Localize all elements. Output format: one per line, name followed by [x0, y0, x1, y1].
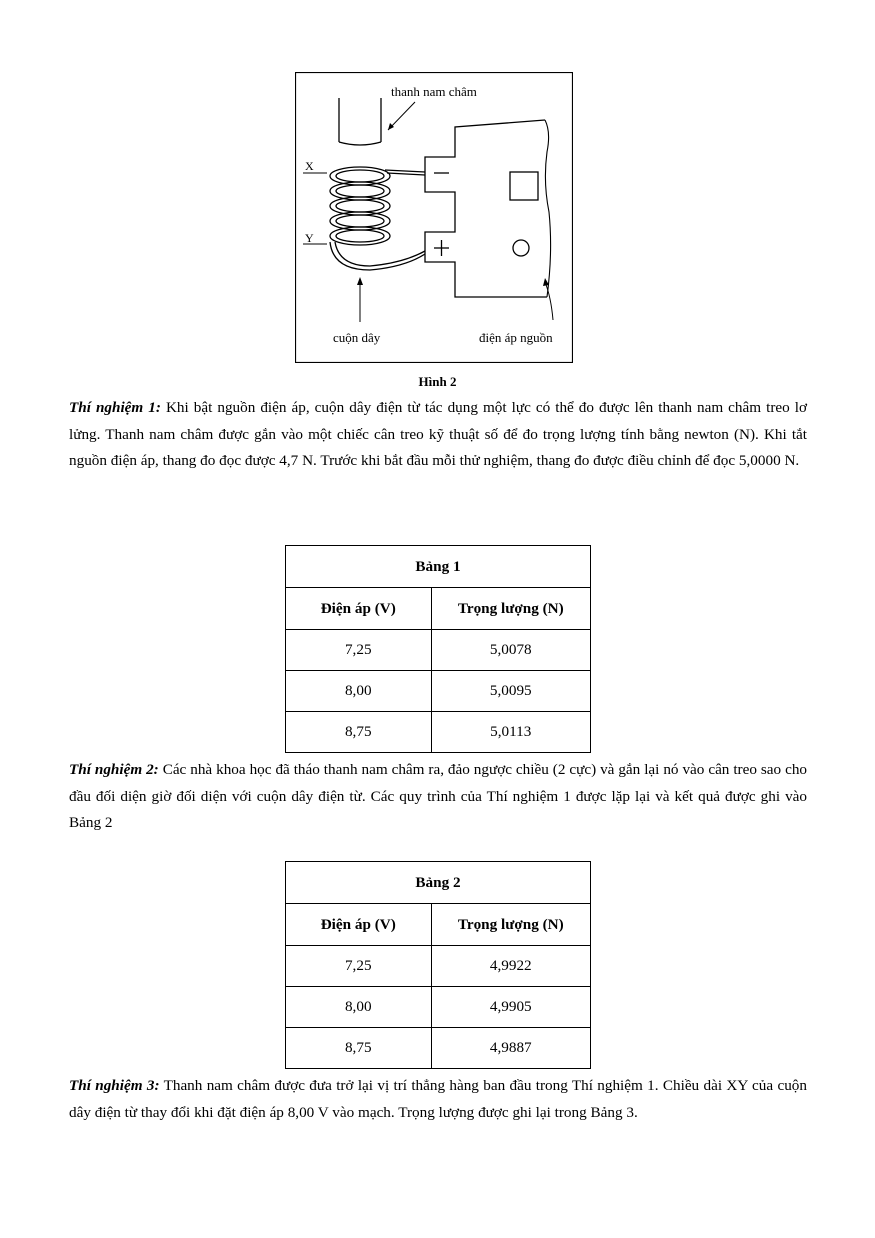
table-1-title: Bảng 1: [286, 546, 591, 588]
table-cell: 8,00: [286, 987, 432, 1028]
table-cell: 7,25: [286, 946, 432, 987]
label-coil: cuộn dây: [333, 330, 381, 345]
table-row: [286, 987, 591, 1028]
figure-caption: Hình 2: [418, 374, 457, 389]
table-2-header-weight: Trọng lượng (N): [431, 904, 591, 946]
experiment-1-paragraph: [69, 395, 807, 475]
table-row: [286, 946, 591, 987]
table-2-title: Bảng 2: [286, 862, 591, 904]
label-magnet: thanh nam châm: [391, 84, 477, 99]
experiment-2-text: Các nhà khoa học đã tháo thanh nam châm ra, đảo ngược chiều (2 cực) và gắn lại nó vào cân treo sao cho đầu đối diện giờ đối diện với cuộn dây điện từ. Các quy trình của Thí nghiệm 1 được lặp lại và kết quả được ghi vào Bảng 2: [69, 761, 808, 831]
table-2-header-voltage: Điện áp (V): [286, 904, 432, 946]
table-row: [286, 712, 591, 753]
experiment-3-text: Thanh nam châm được đưa trở lại vị trí thẳng hàng ban đầu trong Thí nghiệm 1. Chiều dài XY của cuộn dây điện từ thay đổi khi đặt điện áp 8,00 V vào mạch. Trọng lượng được ghi lại trong Bảng 3.: [69, 1077, 807, 1121]
experiment-2-paragraph: [69, 757, 807, 837]
experiment-1-text: Khi bật nguồn điện áp, cuộn dây điện từ tác dụng một lực có thể đo được lên thanh nam châm treo lơ lửng. Thanh nam châm được gắn vào một chiếc cân treo kỹ thuật số để đo trọng lượng tính bằng newton (N). Khi tắt nguồn điện áp, thang đo đọc được 4,7 N. Trước khi bắt đầu mỗi thử nghiệm, thang đo được điều chỉnh để đọc 5,0000 N.: [69, 399, 807, 469]
label-source: điện áp nguồn: [479, 330, 553, 345]
table-cell: 4,9905: [431, 987, 591, 1028]
table-cell: 7,25: [286, 630, 432, 671]
table-row: [286, 1028, 591, 1069]
label-y: Y: [305, 231, 314, 245]
magnet-bar: [339, 98, 381, 142]
table-row: [286, 671, 591, 712]
experiment-2-lead: Thí nghiệm 2:: [69, 761, 159, 778]
label-x: X: [305, 159, 314, 173]
table-1-header-weight: Trọng lượng (N): [431, 588, 591, 630]
table-cell: 5,0095: [431, 671, 591, 712]
experiment-3-paragraph: [69, 1073, 807, 1126]
table-2: [285, 861, 591, 1069]
table-cell: 5,0113: [431, 712, 591, 753]
source-pointer: [545, 282, 553, 320]
experiment-3-lead: Thí nghiệm 3:: [69, 1077, 160, 1094]
table-row: [286, 630, 591, 671]
figure-2: [295, 72, 573, 363]
figure-frame: [296, 73, 573, 363]
circuit-diagram: [295, 72, 573, 363]
power-supply: [425, 120, 551, 297]
table-1-header-voltage: Điện áp (V): [286, 588, 432, 630]
experiment-1-lead: Thí nghiệm 1:: [69, 399, 161, 416]
table-cell: 8,75: [286, 1028, 432, 1069]
table-cell: 4,9887: [431, 1028, 591, 1069]
solenoid-coil: [330, 167, 425, 270]
table-cell: 4,9922: [431, 946, 591, 987]
table-cell: 5,0078: [431, 630, 591, 671]
table-cell: 8,75: [286, 712, 432, 753]
table-1: [285, 545, 591, 753]
table-cell: 8,00: [286, 671, 432, 712]
